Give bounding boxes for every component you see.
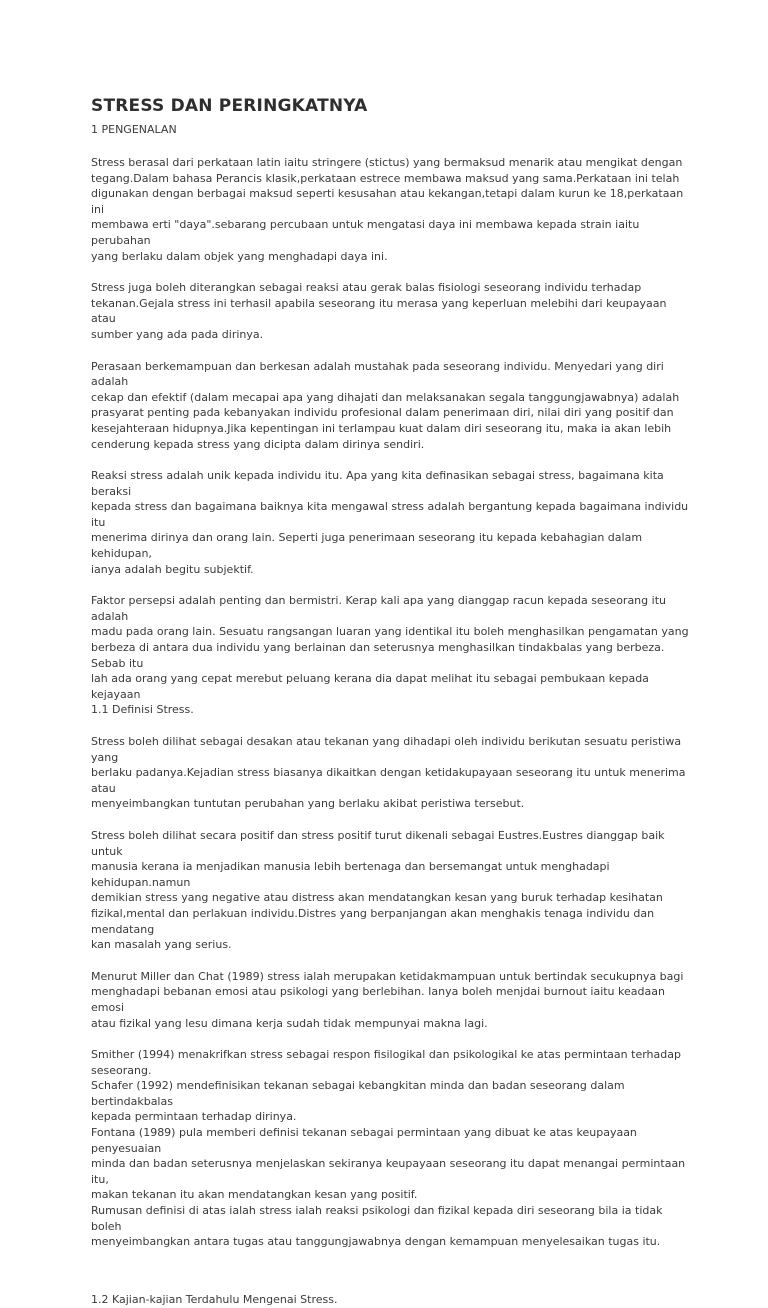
paragraph-5 bbox=[91, 593, 691, 718]
paragraph-9 bbox=[91, 1047, 691, 1250]
text-line: menerima dirinya dan orang lain. Seperti juga penerimaan seseorang itu kepada kebahagian dalam kehidupan, bbox=[91, 531, 643, 561]
text-line: atau fizikal yang lesu dimana kerja sudah tidak mempunyai makna lagi. bbox=[91, 1016, 488, 1030]
text-line: cekap dan efektif (dalam mecapai apa yang dihajati dan melaksanakan segala tanggungjawabnya) adalah bbox=[91, 390, 680, 404]
text-line: Schafer (1992) mendefinisikan tekanan sebagai kebangkitan minda dan badan seseorang dalam bertindakbalas bbox=[91, 1079, 625, 1108]
text-line: seseorang. bbox=[91, 1063, 152, 1077]
text-line: sumber yang ada pada dirinya. bbox=[91, 327, 264, 341]
text-line: Menurut Miller dan Chat (1989) stress ialah merupakan ketidakmampuan untuk bertindak secukupnya bagi bbox=[91, 969, 684, 983]
text-line: Reaksi stress adalah unik kepada individu itu. Apa yang kita definasikan sebagai stress, bagaimana kita beraksi bbox=[91, 469, 664, 498]
text-line: berbeza di antara dua individu yang berlainan dan seterusnya menghasilkan tindakbalas yang berbeza. Sebab itu bbox=[91, 641, 665, 670]
document-body bbox=[91, 94, 691, 1308]
text-line: Rumusan definisi di atas ialah stress ialah reaksi psikologi dan fizikal kepada diri seseorang bila ia tidak boleh bbox=[91, 1204, 663, 1233]
text-line: Fontana (1989) pula memberi definisi tekanan sebagai permintaan yang dibuat ke atas keupayaan penyesuaian bbox=[91, 1126, 637, 1155]
subsection-heading: 1.1 Definisi Stress. bbox=[91, 703, 194, 717]
text-line: manusia kerana ia menjadikan manusia lebih bertenaga dan bersemangat untuk menghadapi kehidupan.namun bbox=[91, 860, 610, 889]
paragraph-3 bbox=[91, 359, 691, 453]
text-line: minda dan badan seterusnya menjelaskan sekiranya keupayaan seseorang itu dapat menangai permintaan itu, bbox=[91, 1157, 686, 1186]
text-line: digunakan dengan berbagai maksud seperti kesusahan atau kekangan,tetapi dalam kurun ke 18,perkataan ini bbox=[91, 187, 684, 216]
text-line: kepada stress dan bagaimana baiknya kita mengawal stress adalah bergantung kepada bagaimana individu itu bbox=[91, 500, 689, 529]
text-line: madu pada orang lain. Sesuatu rangsangan luaran yang identikal itu boleh menghasilkan pengamatan yang bbox=[91, 625, 689, 639]
text-line: Stress boleh dilihat secara positif dan stress positif turut dikenali sebagai Eustres.Eustres dianggap baik untuk bbox=[91, 828, 665, 858]
text-line: yang berlaku dalam objek yang menghadapi daya ini. bbox=[91, 249, 388, 263]
paragraph-2 bbox=[91, 280, 691, 342]
text-line: menyeimbangkan antara tugas atau tanggungjawabnya dengan kemampuan menyelesaikan tugas itu. bbox=[91, 1235, 661, 1249]
text-line: cenderung kepada stress yang dicipta dalam dirinya sendiri. bbox=[91, 437, 425, 451]
text-line: Stress juga boleh diterangkan sebagai reaksi atau gerak balas fisiologi seseorang individu terhadap bbox=[91, 281, 642, 295]
paragraph-1 bbox=[91, 155, 691, 264]
page-title: STRESS DAN PERINGKATNYA bbox=[91, 96, 368, 116]
paragraph-8 bbox=[91, 969, 691, 1031]
subsection-heading-1-2: 1.2 Kajian-kajian Terdahulu Mengenai Stress. bbox=[91, 1292, 338, 1306]
text-line: menyeimbangkan tuntutan perubahan yang berlaku akibat peristiwa tersebut. bbox=[91, 797, 525, 811]
text-line: Faktor persepsi adalah penting dan bermistri. Kerap kali apa yang dianggap racun kepada seseorang itu adalah bbox=[91, 594, 666, 623]
text-line: kepada permintaan terhadap dirinya. bbox=[91, 1110, 297, 1124]
text-line: demikian stress yang negative atau distress akan mendatangkan kesan yang buruk terhadap kesihatan bbox=[91, 891, 663, 905]
text-line: Stress berasal dari perkataan latin iaitu stringere (stictus) yang bermaksud menarik atau mengikat dengan bbox=[91, 156, 683, 169]
text-line: membawa erti "daya".sebarang percubaan untuk mengatasi daya ini membawa kepada strain iaitu perubahan bbox=[91, 218, 640, 247]
text-line: prasyarat penting pada kebanyakan individu profesional dalam penerimaan diri, nilai diri yang positif dan bbox=[91, 406, 674, 420]
text-line: lah ada orang yang cepat merebut peluang kerana dia dapat melihat itu sebagai pembukaan kepada kejayaan bbox=[91, 672, 649, 701]
paragraph-6 bbox=[91, 734, 691, 812]
text-line: Smither (1994) menakrifkan stress sebagai respon fisilogikal dan psikologikal ke atas permintaan terhadap bbox=[91, 1048, 681, 1062]
text-line: menghadapi bebanan emosi atau psikologi yang berlebihan. Ianya boleh menjdai burnout iaitu keadaan emosi bbox=[91, 985, 665, 1014]
text-line: Perasaan berkemampuan dan berkesan adalah mustahak pada seseorang individu. Menyedari yang diri adalah bbox=[91, 359, 664, 389]
text-line: ianya adalah begitu subjektif. bbox=[91, 562, 254, 576]
text-line: tegang.Dalam bahasa Perancis klasik,perkataan estrece membawa maksud yang sama.Perkataan ini telah bbox=[91, 171, 680, 185]
text-line: fizikal,mental dan perlakuan individu.Distres yang berpanjangan akan menghakis tenaga individu dan mendatang bbox=[91, 906, 655, 936]
paragraph-4 bbox=[91, 468, 691, 577]
text-line: tekanan.Gejala stress ini terhasil apabila seseorang itu merasa yang keperluan melebihi dari keupayaan atau bbox=[91, 296, 667, 326]
text-line: berlaku padanya.Kejadian stress biasanya dikaitkan dengan ketidakupayaan seseorang itu untuk menerima atau bbox=[91, 766, 686, 795]
text-line: kesejahteraan hidupnya.Jika kepentingan ini terlampau kuat dalam diri seseorang itu, maka ia akan lebih bbox=[91, 421, 672, 435]
text-line: makan tekanan itu akan mendatangkan kesan yang positif. bbox=[91, 1188, 418, 1202]
paragraph-7 bbox=[91, 828, 691, 953]
text-line: Stress boleh dilihat sebagai desakan atau tekanan yang dihadapi oleh individu berikutan sesuatu peristiwa yang bbox=[91, 735, 682, 764]
text-line: kan masalah yang serius. bbox=[91, 938, 232, 952]
section-heading: 1 PENGENALAN bbox=[91, 123, 177, 136]
